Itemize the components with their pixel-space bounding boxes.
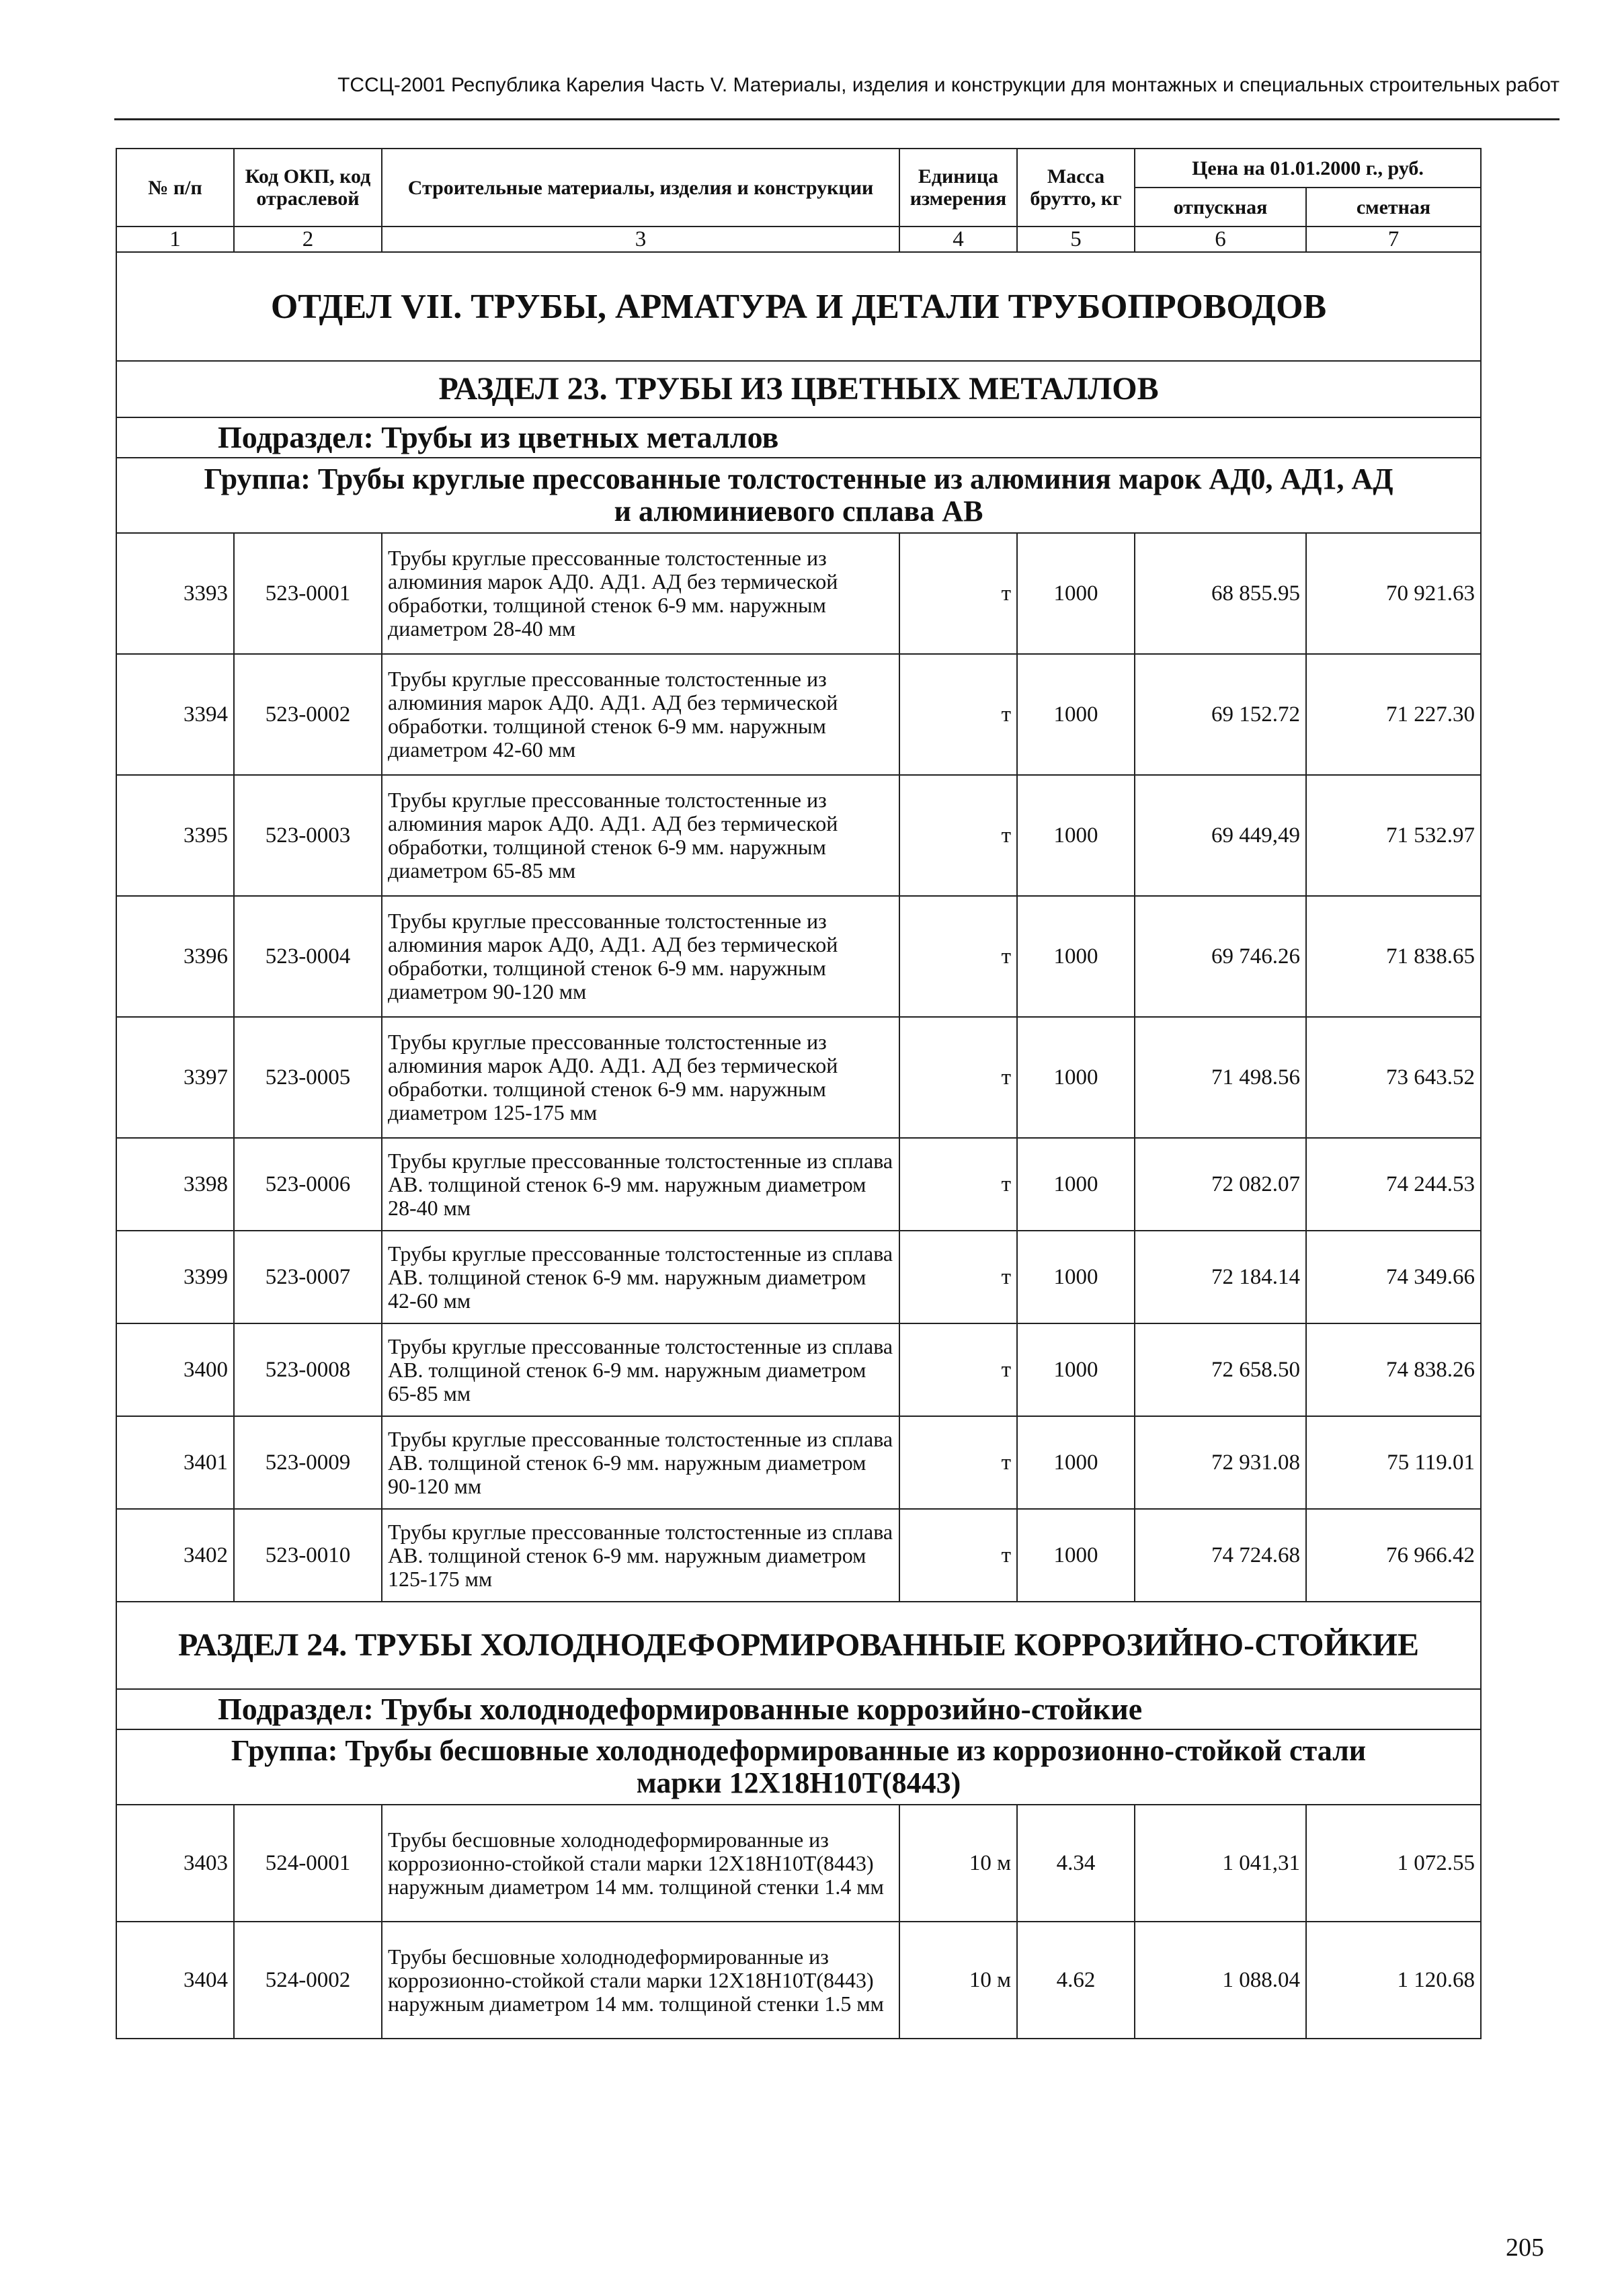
group-title: Группа: Трубы бесшовные холоднодеформированные из коррозионно-стойкой стали марки 12Х18Н10Т(8443) xyxy=(116,1729,1481,1805)
header-name: Строительные материалы, изделия и конструкции xyxy=(382,149,899,227)
row-price-estimate: 71 532.97 xyxy=(1306,775,1481,896)
col-number: 6 xyxy=(1135,227,1306,252)
table-row xyxy=(116,654,1481,775)
row-unit: т xyxy=(899,1509,1017,1602)
row-num: 3398 xyxy=(116,1138,234,1231)
row-mass: 1000 xyxy=(1017,1138,1135,1231)
table-row xyxy=(116,775,1481,896)
row-code: 523-0006 xyxy=(234,1138,382,1231)
row-mass: 1000 xyxy=(1017,1416,1135,1509)
row-code: 523-0007 xyxy=(234,1231,382,1323)
price-table xyxy=(116,148,1482,2039)
header-unit: Единица измерения xyxy=(899,149,1017,227)
row-price-estimate: 74 838.26 xyxy=(1306,1323,1481,1416)
row-price-release: 71 498.56 xyxy=(1135,1017,1306,1138)
row-name: Трубы бесшовные холоднодеформированные из коррозионно-стойкой стали марки 12Х18Н10Т(8443) наружным диаметром 14 мм. толщиной стенки 1.5 мм xyxy=(382,1922,899,2039)
row-code: 523-0010 xyxy=(234,1509,382,1602)
section-title: РАЗДЕЛ 23. ТРУБЫ ИЗ ЦВЕТНЫХ МЕТАЛЛОВ xyxy=(116,361,1481,417)
row-mass: 1000 xyxy=(1017,775,1135,896)
row-price-release: 69 449,49 xyxy=(1135,775,1306,896)
row-mass: 1000 xyxy=(1017,533,1135,654)
running-header: ТССЦ-2001 Республика Карелия Часть V. Материалы, изделия и конструкции для монтажных и специальных строительных работ xyxy=(337,74,1560,96)
row-name: Трубы круглые прессованные толстостенные из сплава АВ. толщиной стенок 6-9 мм. наружным диаметром 28-40 мм xyxy=(382,1138,899,1231)
row-unit: т xyxy=(899,1138,1017,1231)
table-row xyxy=(116,1017,1481,1138)
header-price-group: Цена на 01.01.2000 г., руб. xyxy=(1135,149,1481,188)
row-num: 3403 xyxy=(116,1805,234,1922)
row-num: 3394 xyxy=(116,654,234,775)
row-code: 523-0004 xyxy=(234,896,382,1017)
row-mass: 4.34 xyxy=(1017,1805,1135,1922)
row-unit: т xyxy=(899,1231,1017,1323)
row-num: 3402 xyxy=(116,1509,234,1602)
row-num: 3397 xyxy=(116,1017,234,1138)
row-mass: 1000 xyxy=(1017,1017,1135,1138)
row-price-estimate: 70 921.63 xyxy=(1306,533,1481,654)
row-price-release: 72 184.14 xyxy=(1135,1231,1306,1323)
row-unit: т xyxy=(899,1323,1017,1416)
row-name: Трубы круглые прессованные толстостенные из алюминия марок АД0, АД1. АД без термической обработки, толщиной стенок 6-9 мм. наружным диаметром 90-120 мм xyxy=(382,896,899,1017)
row-price-estimate: 74 349.66 xyxy=(1306,1231,1481,1323)
table-row xyxy=(116,1231,1481,1323)
row-mass: 1000 xyxy=(1017,1231,1135,1323)
subsection-title: Подраздел: Трубы холоднодеформированные коррозийно-стойкие xyxy=(116,1689,1481,1729)
table-row xyxy=(116,533,1481,654)
row-num: 3404 xyxy=(116,1922,234,2039)
row-unit: т xyxy=(899,896,1017,1017)
table-row xyxy=(116,896,1481,1017)
row-price-release: 1 041,31 xyxy=(1135,1805,1306,1922)
row-price-release: 72 931.08 xyxy=(1135,1416,1306,1509)
section-title: РАЗДЕЛ 24. ТРУБЫ ХОЛОДНОДЕФОРМИРОВАННЫЕ КОРРОЗИЙНО-СТОЙКИЕ xyxy=(116,1602,1481,1689)
row-price-release: 69 152.72 xyxy=(1135,654,1306,775)
row-price-estimate: 71 227.30 xyxy=(1306,654,1481,775)
row-num: 3399 xyxy=(116,1231,234,1323)
col-number: 7 xyxy=(1306,227,1481,252)
row-price-release: 68 855.95 xyxy=(1135,533,1306,654)
row-code: 523-0003 xyxy=(234,775,382,896)
table-row xyxy=(116,1509,1481,1602)
table-row xyxy=(116,1416,1481,1509)
column-numbers-row xyxy=(116,227,1481,252)
row-num: 3400 xyxy=(116,1323,234,1416)
row-name: Трубы круглые прессованные толстостенные из алюминия марок АД0. АД1. АД без термической обработки, толщиной стенок 6-9 мм. наружным диаметром 65-85 мм xyxy=(382,775,899,896)
table-row xyxy=(116,1805,1481,1922)
row-name: Трубы круглые прессованные толстостенные из сплава АВ. толщиной стенок 6-9 мм. наружным диаметром 125-175 мм xyxy=(382,1509,899,1602)
header-num: № п/п xyxy=(116,149,234,227)
row-code: 523-0001 xyxy=(234,533,382,654)
table-row xyxy=(116,1138,1481,1231)
row-code: 523-0008 xyxy=(234,1323,382,1416)
row-price-estimate: 74 244.53 xyxy=(1306,1138,1481,1231)
row-price-release: 72 082.07 xyxy=(1135,1138,1306,1231)
header-okp: Код ОКП, код отраслевой xyxy=(234,149,382,227)
row-price-release: 69 746.26 xyxy=(1135,896,1306,1017)
row-unit: 10 м xyxy=(899,1805,1017,1922)
row-code: 523-0009 xyxy=(234,1416,382,1509)
row-mass: 1000 xyxy=(1017,654,1135,775)
table-header xyxy=(116,149,1481,252)
header-price-estimate: сметная xyxy=(1306,188,1481,227)
row-num: 3396 xyxy=(116,896,234,1017)
row-price-release: 1 088.04 xyxy=(1135,1922,1306,2039)
row-unit: т xyxy=(899,533,1017,654)
row-mass: 1000 xyxy=(1017,1323,1135,1416)
row-name: Трубы круглые прессованные толстостенные из сплава АВ. толщиной стенок 6-9 мм. наружным диаметром 42-60 мм xyxy=(382,1231,899,1323)
row-price-estimate: 76 966.42 xyxy=(1306,1509,1481,1602)
table-row xyxy=(116,1323,1481,1416)
col-number: 5 xyxy=(1017,227,1135,252)
page-number: 205 xyxy=(1506,2233,1544,2262)
row-mass: 1000 xyxy=(1017,1509,1135,1602)
row-num: 3395 xyxy=(116,775,234,896)
col-number: 4 xyxy=(899,227,1017,252)
row-unit: т xyxy=(899,1416,1017,1509)
row-code: 524-0001 xyxy=(234,1805,382,1922)
row-mass: 4.62 xyxy=(1017,1922,1135,2039)
row-price-estimate: 1 072.55 xyxy=(1306,1805,1481,1922)
row-name: Трубы круглые прессованные толстостенные из сплава АВ. толщиной стенок 6-9 мм. наружным диаметром 65-85 мм xyxy=(382,1323,899,1416)
row-price-release: 74 724.68 xyxy=(1135,1509,1306,1602)
row-code: 523-0005 xyxy=(234,1017,382,1138)
row-code: 524-0002 xyxy=(234,1922,382,2039)
row-price-release: 72 658.50 xyxy=(1135,1323,1306,1416)
row-num: 3393 xyxy=(116,533,234,654)
row-unit: т xyxy=(899,654,1017,775)
subsection-title: Подраздел: Трубы из цветных металлов xyxy=(116,417,1481,458)
header-price-release: отпускная xyxy=(1135,188,1306,227)
row-name: Трубы круглые прессованные толстостенные из алюминия марок АД0. АД1. АД без термической обработки. толщиной стенок 6-9 мм. наружным диаметром 125-175 мм xyxy=(382,1017,899,1138)
row-price-estimate: 1 120.68 xyxy=(1306,1922,1481,2039)
row-name: Трубы круглые прессованные толстостенные из алюминия марок АД0. АД1. АД без термической обработки, толщиной стенок 6-9 мм. наружным диаметром 28-40 мм xyxy=(382,533,899,654)
group-title: Группа: Трубы круглые прессованные толстостенные из алюминия марок АД0, АД1, АД и алюминиевого сплава АВ xyxy=(116,458,1481,533)
row-num: 3401 xyxy=(116,1416,234,1509)
row-price-estimate: 73 643.52 xyxy=(1306,1017,1481,1138)
row-unit: т xyxy=(899,1017,1017,1138)
row-code: 523-0002 xyxy=(234,654,382,775)
row-name: Трубы круглые прессованные толстостенные из сплава АВ. толщиной стенок 6-9 мм. наружным диаметром 90-120 мм xyxy=(382,1416,899,1509)
col-number: 2 xyxy=(234,227,382,252)
row-name: Трубы круглые прессованные толстостенные из алюминия марок АД0. АД1. АД без термической обработки. толщиной стенок 6-9 мм. наружным диаметром 42-60 мм xyxy=(382,654,899,775)
row-mass: 1000 xyxy=(1017,896,1135,1017)
col-number: 1 xyxy=(116,227,234,252)
row-unit: 10 м xyxy=(899,1922,1017,2039)
department-title: ОТДЕЛ VII. ТРУБЫ, АРМАТУРА И ДЕТАЛИ ТРУБОПРОВОДОВ xyxy=(116,252,1481,361)
row-name: Трубы бесшовные холоднодеформированные из коррозионно-стойкой стали марки 12Х18Н10Т(8443) наружным диаметром 14 мм. толщиной стенки 1.4 мм xyxy=(382,1805,899,1922)
row-price-estimate: 71 838.65 xyxy=(1306,896,1481,1017)
header-mass: Масса брутто, кг xyxy=(1017,149,1135,227)
header-rule xyxy=(114,118,1560,120)
row-unit: т xyxy=(899,775,1017,896)
table-row xyxy=(116,1922,1481,2039)
row-price-estimate: 75 119.01 xyxy=(1306,1416,1481,1509)
col-number: 3 xyxy=(382,227,899,252)
